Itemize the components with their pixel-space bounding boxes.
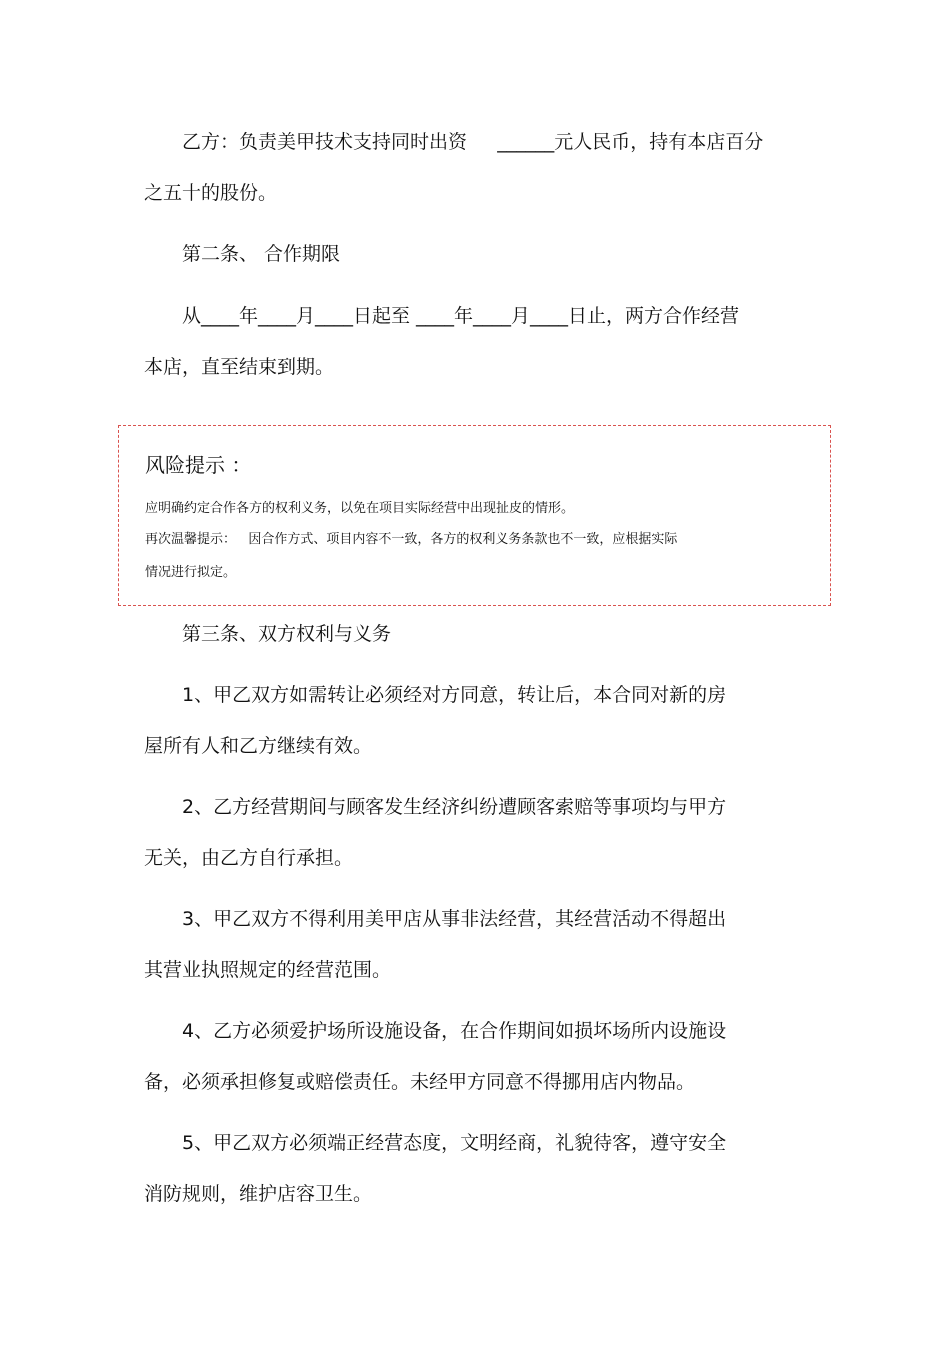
party-b-clause-line-1: 乙方：负责美甲技术支持同时出资 ______元人民币，持有本店百分 (182, 131, 764, 153)
article-2-term-line-1: 从____年____月____日起至 ____年____月____日止，两方合作经营 (182, 305, 740, 327)
article-3-item-5-line-2: 消防规则，维护店容卫生。 (144, 1183, 373, 1205)
article-3-item-5-line-1: 5、甲乙双方必须端正经营态度，文明经商，礼貌待客，遵守安全 (182, 1132, 727, 1154)
article-3-item-3-line-1: 3、甲乙双方不得利用美甲店从事非法经营，其经营活动不得超出 (182, 908, 727, 930)
article-3-item-3-line-2: 其营业执照规定的经营范围。 (144, 959, 392, 981)
article-2-term-line-2: 本店，直至结束到期。 (144, 356, 335, 378)
article-3-item-2-line-2: 无关，由乙方自行承担。 (144, 847, 354, 869)
risk-notice-line-3: 情况进行拟定。 (145, 565, 237, 580)
article-3-item-4-line-2: 备，必须承担修复或赔偿责任。未经甲方同意不得挪用店内物品。 (144, 1071, 696, 1093)
risk-notice-box (118, 425, 831, 606)
article-3-item-1-line-2: 屋所有人和乙方继续有效。 (144, 735, 373, 757)
risk-notice-title: 风险提示 ： (145, 453, 252, 477)
article-3-item-2-line-1: 2、乙方经营期间与顾客发生经济纠纷遭顾客索赔等事项均与甲方 (182, 796, 727, 818)
risk-notice-line-1: 应明确约定合作各方的权利义务，以免在项目实际经营中出现扯皮的情形。 (145, 501, 575, 516)
risk-notice-line-2: 再次温馨提示： 因合作方式、项目内容不一致，各方的权利义务条款也不一致，应根据实际 (145, 532, 678, 547)
article-2-heading: 第二条、 合作期限 (182, 243, 341, 265)
article-3-heading: 第三条、双方权利与义务 (182, 623, 392, 645)
party-b-clause-line-2: 之五十的股份。 (144, 182, 278, 204)
article-3-item-4-line-1: 4、乙方必须爱护场所设施设备，在合作期间如损坏场所内设施设 (182, 1020, 727, 1042)
article-3-item-1-line-1: 1、甲乙双方如需转让必须经对方同意，转让后，本合同对新的房 (182, 684, 727, 706)
